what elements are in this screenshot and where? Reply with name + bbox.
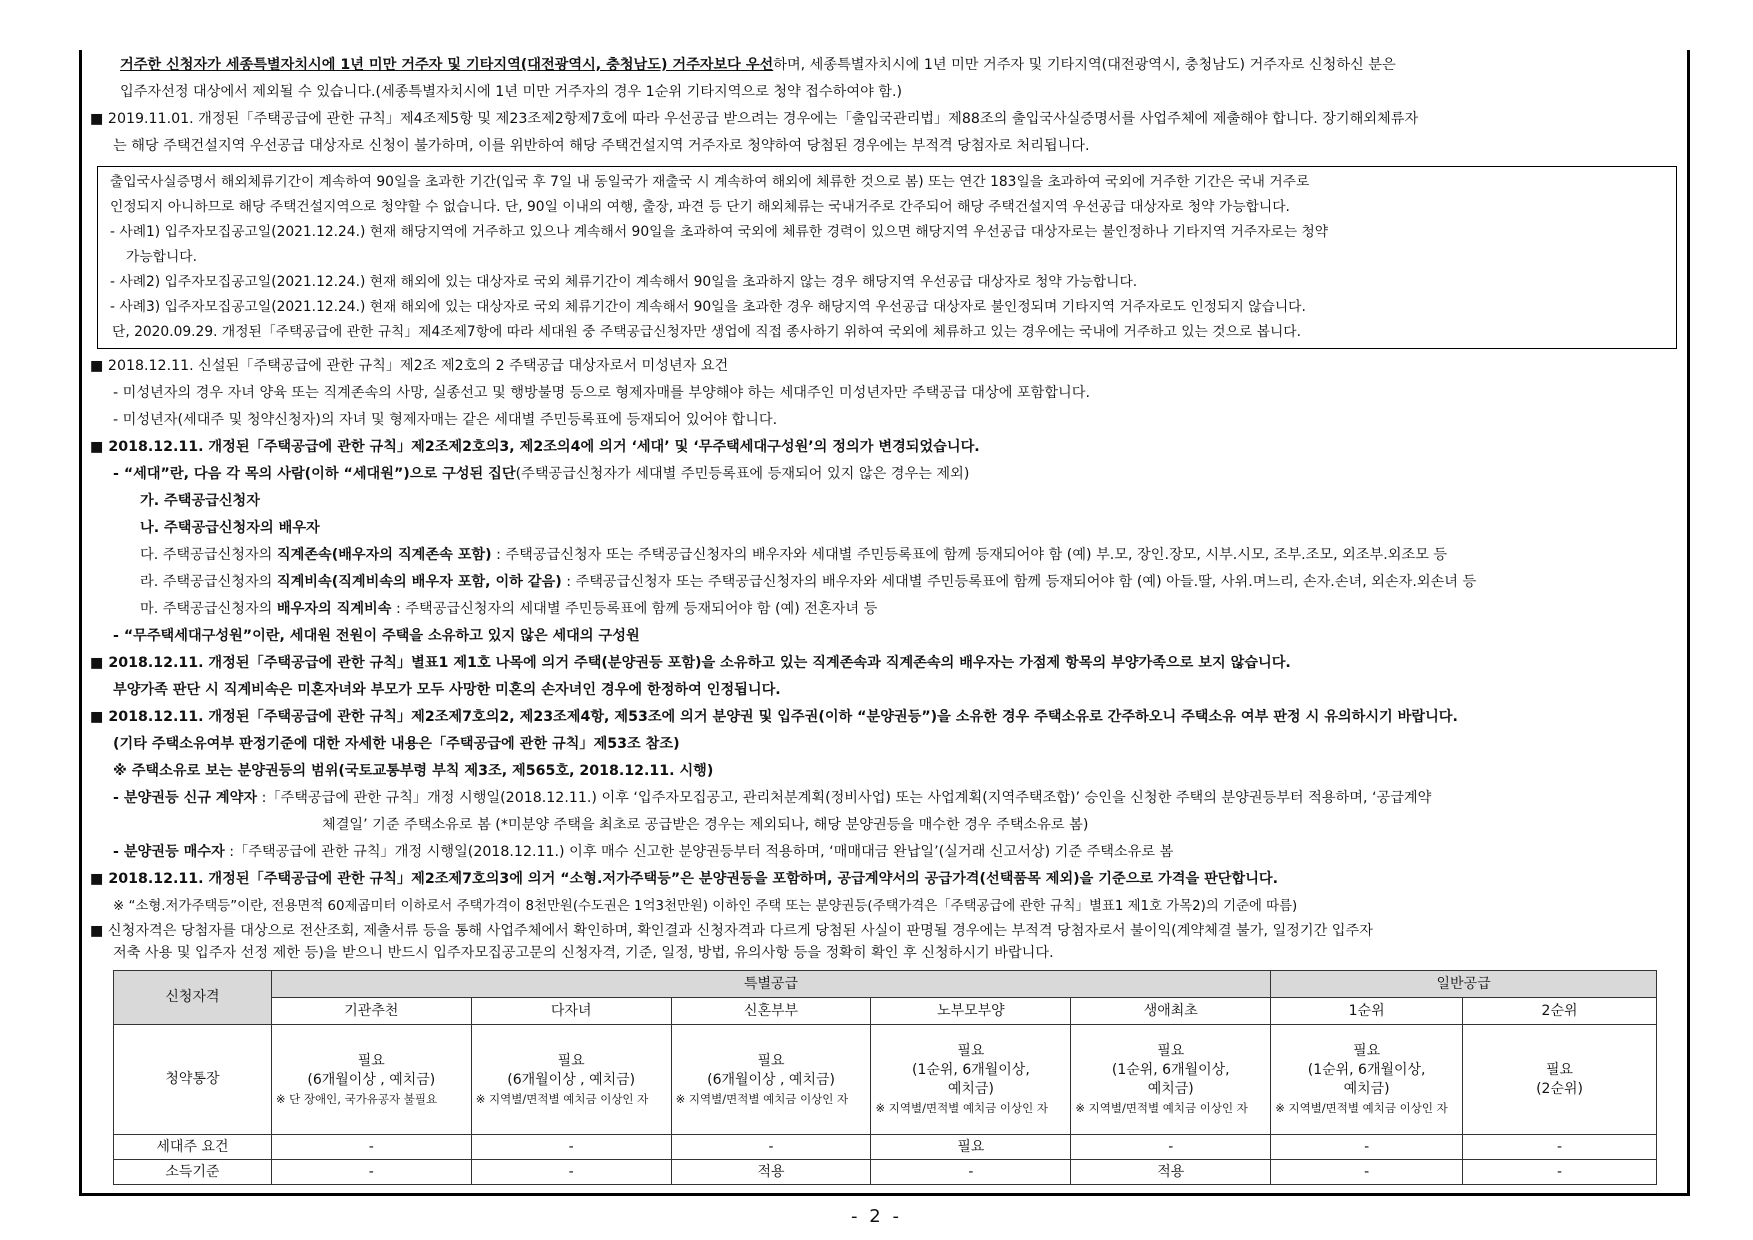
bankbook-cell [871,1025,1071,1135]
bullet-line: ■ 2018.12.11. 개정된「주택공급에 관한 규칙」제2조제2호의3, 제2조의4에 의거 ‘세대’ 및 ‘무주택세대구성원’의 정의가 변경되었습니다. [90,439,980,455]
notice-body [90,52,1684,1185]
text-line: 입주자선정 대상에서 제외될 수 있습니다.(세종특별자치시에 1년 미만 거주자의 경우 1순위 기타지역으로 청약 접수하여야 함.) [120,84,903,100]
text-span: 라. 주택공급신청자의 [140,574,277,590]
table-row [114,1025,1657,1135]
bankbook-cell [1271,1025,1463,1135]
text-span: 다. 주택공급신청자의 [140,547,277,563]
text-line: 가. 주택공급신청자 [140,493,260,509]
cell-note: ※ 지역별/면적별 예치금 이상인 자 [675,1091,849,1106]
text-line [90,461,1684,488]
row-label: 세대주 요건 [114,1135,272,1160]
emphasis-text: - “세대”란, 다음 각 목의 사람(이하 “세대원”)으로 구성된 집단 [113,466,516,482]
column-header: 2순위 [1463,998,1657,1025]
page-number: - 2 - [851,1206,902,1227]
column-header: 기관추천 [271,998,471,1025]
cell-main-text: 필요 (6개월이상 , 예치금) [707,1052,835,1088]
table-cell: 필요 [871,1135,1071,1160]
overseas-stay-notice-box [97,166,1677,349]
text-line: - 미성년자의 경우 자녀 양육 또는 직계존속의 사망, 실종선고 및 행방불명 등으로 형제자매를 부양해야 하는 세대주인 미성년자만 주택공급 대상에 포함합니다. [113,385,1090,401]
text-line: 는 해당 주택건설지역 우선공급 대상자로 신청이 불가하며, 이를 위반하여 해당 주택건설지역 거주자로 청약하여 당첨된 경우에는 부적격 당첨자로 처리됩니다. [113,138,1090,154]
column-header: 다자녀 [471,998,671,1025]
cell-note: ※ 지역별/면적별 예치금 이상인 자 [1075,1101,1248,1115]
text-line [90,569,1684,596]
text-line [90,785,1684,812]
bankbook-cell [471,1025,671,1135]
row-label: 소득기준 [114,1160,272,1185]
box-line: - 사례2) 입주자모집공고일(2021.12.24.) 현재 해외에 있는 대상자로 국외 체류기간이 계속해서 90일을 초과하지 않는 경우 해당지역 우선공급 대상자로 청약 가능합니다. [110,274,1138,290]
text-span: : 주택공급신청자 또는 주택공급신청자의 배우자와 세대별 주민등록표에 함께 등재되어야 함 (예) 아들.딸, 사위.며느리, 손자.손녀, 외손자.외손녀 등 [561,574,1477,590]
bankbook-cell [1071,1025,1271,1135]
bullet-line: ■ 2018.12.11. 신설된「주택공급에 관한 규칙」제2조 제2호의 2 주택공급 대상자로서 미성년자 요건 [90,358,729,374]
text-line [90,52,1684,79]
cell-main-text: 필요 (6개월이상 , 예치금) [507,1052,636,1088]
text-line [90,542,1684,569]
bankbook-cell [271,1025,471,1135]
table-cell: - [671,1135,871,1160]
row-label: 청약통장 [114,1025,272,1135]
column-header: 신혼부부 [671,998,871,1025]
cell-note: ※ 지역별/면적별 예치금 이상인 자 [875,1101,1049,1115]
box-line: 단, 2020.09.29. 개정된「주택공급에 관한 규칙」제4조제7항에 따라 세대원 중 주택공급신청자만 생업에 직접 종사하기 위하여 국외에 체류하고 있는 경우에는 국내에 거주하고 있는 것으로 봅니다. [112,324,1301,340]
text-span: :「주택공급에 관한 규칙」개정 시행일(2018.12.11.) 이후 ‘입주자모집공고, 관리처분계획(정비사업) 또는 사업계획(지역주택조합)’ 승인을 신청한 주택의 분양권등부터 적용하며, ‘공급계약 [257,790,1432,806]
box-line: 인정되지 아니하므로 해당 주택건설지역으로 청약할 수 없습니다. 단, 90일 이내의 여행, 출장, 파견 등 단기 해외체류는 국내거주로 간주되어 해당 주택건설지역 우선공급 대상자로 청약 가능합니다. [110,199,1290,215]
emphasis-text: - 분양권등 신규 계약자 [113,790,258,806]
group-header-general: 일반공급 [1271,971,1657,998]
emphasis-text: 배우자의 직계비속 [276,601,392,617]
table-cell: - [871,1160,1071,1185]
text-span: 하며, 세종특별자치시에 1년 미만 거주자 및 기타지역(대전광역시, 충청남도) 거주자로 신청하신 분은 [773,57,1396,73]
text-line: 저축 사용 및 입주자 선정 제한 등)을 받으니 반드시 입주자모집공고문의 신청자격, 기준, 일정, 방법, 유의사항 등을 정확히 확인 후 신청하시기 바랍니다. [113,945,1054,961]
box-line: 출입국사실증명서 해외체류기간이 계속하여 90일을 초과한 기간(입국 후 7일 내 동일국가 재출국 시 계속하여 해외에 체류한 것으로 봄) 또는 연간 183일을 초과하여 국외에 거주한 기간은 국내 거주로 [110,174,1310,190]
column-header: 노부모부양 [871,998,1071,1025]
table-cell: - [1071,1135,1271,1160]
emphasis-text: 거주한 신청자가 세종특별자치시에 1년 미만 거주자 및 기타지역(대전광역시, 충청남도) 거주자보다 우선 [120,57,774,73]
bullet-line: ■ 2018.12.11. 개정된「주택공급에 관한 규칙」제2조제7호의3에 의거 “소형.저가주택등”은 분양권등을 포함하며, 공급계약서의 공급가격(선택품목 제외)을 기준으로 가격을 판단합니다. [90,871,1279,887]
bankbook-cell [671,1025,871,1135]
cell-main-text: 필요 (1순위, 6개월이상, 예치금) [1111,1043,1230,1097]
column-header: 생애최초 [1071,998,1271,1025]
column-header: 1순위 [1271,998,1463,1025]
text-span: : 주택공급신청자의 세대별 주민등록표에 함께 등재되어야 함 (예) 전혼자녀 등 [391,601,878,617]
text-line: 체결일’ 기준 주택소유로 봄 (*미분양 주택을 최초로 공급받은 경우는 제외되나, 해당 분양권등을 매수한 경우 주택소유로 봄) [322,817,1089,833]
text-line: ※ “소형.저가주택등”이란, 전용면적 60제곱미터 이하로서 주택가격이 8천만원(수도권은 1억3천만원) 이하인 주택 또는 분양권등(주택가격은「주택공급에 관한 규칙」별표1 제1호 가목2)의 기준에 따름) [113,899,1298,914]
table-row [114,1160,1657,1185]
table-cell: - [1463,1160,1657,1185]
text-line [90,596,1684,623]
box-line: - 사례1) 입주자모집공고일(2021.12.24.) 현재 해당지역에 거주하고 있으나 계속해서 90일을 초과하여 국외에 체류한 경력이 있으면 해당지역 우선공급 대상자로는 불인정하나 기타지역 거주자로는 청약 [110,224,1329,240]
table-cell: - [271,1135,471,1160]
cell-main-text: 필요 (6개월이상 , 예치금) [307,1052,436,1088]
table-cell: - [1271,1135,1463,1160]
group-header-special: 특별공급 [271,971,1270,998]
cell-main-text: 필요 (2순위) [1536,1061,1583,1097]
text-span: 마. 주택공급신청자의 [140,601,277,617]
eligibility-table [113,970,1657,1185]
cell-note: ※ 지역별/면적별 예치금 이상인 자 [475,1091,649,1106]
emphasis-text: - 분양권등 매수자 [113,844,225,860]
text-span: : 주택공급신청자 또는 주택공급신청자의 배우자와 세대별 주민등록표에 함께 등재되어야 함 (예) 부.모, 장인.장모, 시부.시모, 조부.조모, 외조부.외조모 등 [491,547,1448,563]
bullet-line: ■ 2019.11.01. 개정된「주택공급에 관한 규칙」제4조제5항 및 제23조제2항제7호에 따라 우선공급 받으려는 경우에는「출입국관리법」제88조의 출입국사실증명서를 사업주체에 제출해야 합니다. 장기해외체류자 [90,111,1419,127]
table-cell: - [471,1160,671,1185]
bullet-line: ■ 2018.12.11. 개정된「주택공급에 관한 규칙」별표1 제1호 나목에 의거 주택(분양권등 포함)을 소유하고 있는 직계존속과 직계존속의 배우자는 가점제 항목의 부양가족으로 보지 않습니다. [90,655,1291,671]
text-line [90,839,1684,866]
cell-main-text: 필요 (1순위, 6개월이상, 예치금) [912,1043,1030,1097]
table-cell: 적용 [671,1160,871,1185]
box-line: 가능합니다. [126,249,198,265]
text-line: - “무주택세대구성원”이란, 세대원 전원이 주택을 소유하고 있지 않은 세대의 구성원 [113,628,640,644]
cell-note: ※ 지역별/면적별 예치금 이상인 자 [1275,1101,1448,1115]
text-line: (기타 주택소유여부 판정기준에 대한 자세한 내용은「주택공급에 관한 규칙」제53조 참조) [113,736,680,752]
bullet-line: ■ 신청자격은 당첨자를 대상으로 전산조회, 제출서류 등을 통해 사업주체에서 확인하며, 확인결과 신청자격과 다르게 당첨된 사실이 판명될 경우에는 부적격 당첨자로서 불이익(계약체결 불가, 일정기간 입주자 [90,923,1373,939]
table-corner-header: 신청자격 [114,971,272,1025]
bullet-line: ■ 2018.12.11. 개정된「주택공급에 관한 규칙」제2조제7호의2, 제23조제4항, 제53조에 의거 분양권 및 입주권(이하 “분양권등”)을 소유한 경우 주택소유로 간주하오니 주택소유 여부 판정 시 유의하시기 바랍니다. [90,709,1458,725]
emphasis-text: 직계존속(배우자의 직계존속 포함) [276,547,492,563]
cell-main-text: 필요 (1순위, 6개월이상, 예치금) [1307,1043,1426,1097]
text-line: - 미성년자(세대주 및 청약신청자)의 자녀 및 형제자매는 같은 세대별 주민등록표에 등재되어 있어야 합니다. [113,412,778,428]
bankbook-cell [1463,1025,1657,1135]
text-span: (주택공급신청자가 세대별 주민등록표에 등재되어 있지 않은 경우는 제외) [515,466,970,482]
table-cell: - [271,1160,471,1185]
table-cell: - [1271,1160,1463,1185]
table-cell: - [471,1135,671,1160]
text-span: :「주택공급에 관한 규칙」개정 시행일(2018.12.11.) 이후 매수 신고한 분양권등부터 적용하며, ‘매매대금 완납일’(실거래 신고서상) 기준 주택소유로 봄 [224,844,1174,860]
text-line: ※ 주택소유로 보는 분양권등의 범위(국토교통부령 부칙 제3조, 제565호, 2018.12.11. 시행) [113,763,714,779]
text-line: 부양가족 판단 시 직계비속은 미혼자녀와 부모가 모두 사망한 미혼의 손자녀인 경우에 한정하여 인정됩니다. [113,682,781,698]
box-line: - 사례3) 입주자모집공고일(2021.12.24.) 현재 해외에 있는 대상자로 국외 체류기간이 계속해서 90일을 초과한 경우 해당지역 우선공급 대상자로 불인정되며 기타지역 거주자로도 인정되지 않습니다. [110,299,1306,315]
cell-note: ※ 단 장애인, 국가유공자 불필요 [275,1091,438,1106]
table-cell: 적용 [1071,1160,1271,1185]
text-line: 나. 주택공급신청자의 배우자 [140,520,320,536]
table-row [114,1135,1657,1160]
emphasis-text: 직계비속(직계비속의 배우자 포함, 이하 같음) [276,574,562,590]
table-cell: - [1463,1135,1657,1160]
